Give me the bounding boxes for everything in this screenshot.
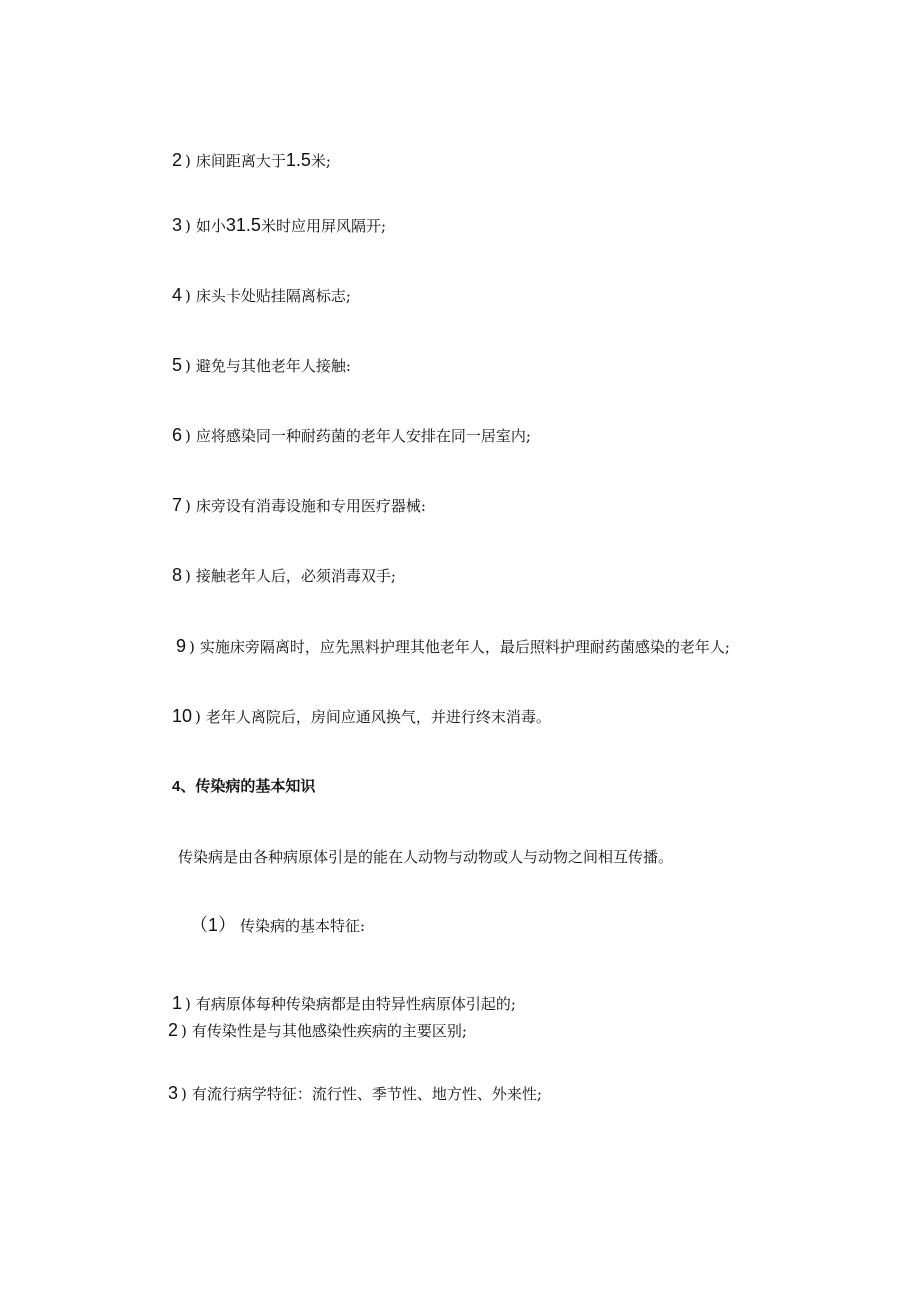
list-item — [172, 993, 516, 1014]
list-item — [172, 285, 351, 306]
subsection-text: 传染病的基本特征: — [240, 917, 366, 935]
list-item — [176, 636, 730, 657]
item-text: 实施床旁隔离时，应先黑料护理其他老年人，最后照料护理耐药菌感染的老年人; — [199, 638, 730, 656]
item-number: 3 — [172, 215, 183, 235]
list-item — [172, 495, 426, 516]
item-text: 有流行病学特征：流行性、季节性、地方性、外来性; — [191, 1085, 542, 1103]
item-paren: ) — [185, 567, 191, 585]
item-text: 有传染性是与其他感染性疾病的主要区别; — [191, 1022, 467, 1040]
section-heading: 4、传染病的基本知识 — [172, 778, 316, 795]
item-number: 7 — [172, 495, 183, 515]
item-paren: ) — [185, 152, 191, 170]
list-item — [168, 1020, 467, 1041]
item-number: 3 — [168, 1083, 179, 1103]
item-paren: ) — [185, 995, 191, 1013]
list-item — [172, 215, 386, 236]
list-item — [172, 355, 351, 376]
item-value: 31.5 — [225, 215, 261, 235]
item-text: 米时应用屏风隔开; — [260, 217, 386, 235]
list-item — [168, 1083, 542, 1104]
list-item — [172, 425, 531, 446]
item-paren: ) — [195, 708, 201, 726]
item-text: 床间距离大于 — [195, 152, 286, 170]
item-paren: ) — [185, 287, 191, 305]
item-text: 有病原体每种传染病都是由特异性病原体引起的; — [195, 995, 516, 1013]
item-paren: ) — [185, 217, 191, 235]
item-paren: ) — [185, 357, 191, 375]
item-number: 2 — [172, 150, 183, 170]
list-item — [172, 150, 331, 171]
item-paren: ) — [181, 1085, 187, 1103]
item-paren: ) — [185, 427, 191, 445]
item-paren: ) — [181, 1022, 187, 1040]
item-number: 9 — [176, 636, 187, 656]
item-number: 10 — [172, 706, 193, 726]
item-number: 1 — [172, 993, 183, 1013]
item-text: 床头卡处贴挂隔离标志; — [195, 287, 351, 305]
item-paren: ) — [185, 497, 191, 515]
subsection-label: （1） — [190, 915, 237, 935]
item-number: 5 — [172, 355, 183, 375]
list-item — [172, 706, 551, 727]
subsection-title — [190, 915, 365, 936]
item-value: 1.5 — [285, 150, 311, 170]
item-text: 接触老年人后，必须消毒双手; — [195, 567, 396, 585]
item-text: 米; — [310, 152, 331, 170]
list-item — [172, 565, 396, 586]
item-number: 6 — [172, 425, 183, 445]
item-text: 老年人离院后，房间应通风换气，并进行终末消毒。 — [205, 708, 551, 726]
item-number: 2 — [168, 1020, 179, 1040]
section-intro: 传染病是由各种病原体引是的能在人动物与动物或人与动物之间相互传播。 — [178, 848, 674, 866]
item-number: 8 — [172, 565, 183, 585]
item-text: 如小 — [195, 217, 226, 235]
item-number: 4 — [172, 285, 183, 305]
item-paren: ) — [189, 638, 195, 656]
item-text: 避免与其他老年人接触: — [195, 357, 351, 375]
item-text: 床旁设有消毒设施和专用医疗器械: — [195, 497, 426, 515]
item-text: 应将感染同一种耐药菌的老年人安排在同一居室内; — [195, 427, 531, 445]
